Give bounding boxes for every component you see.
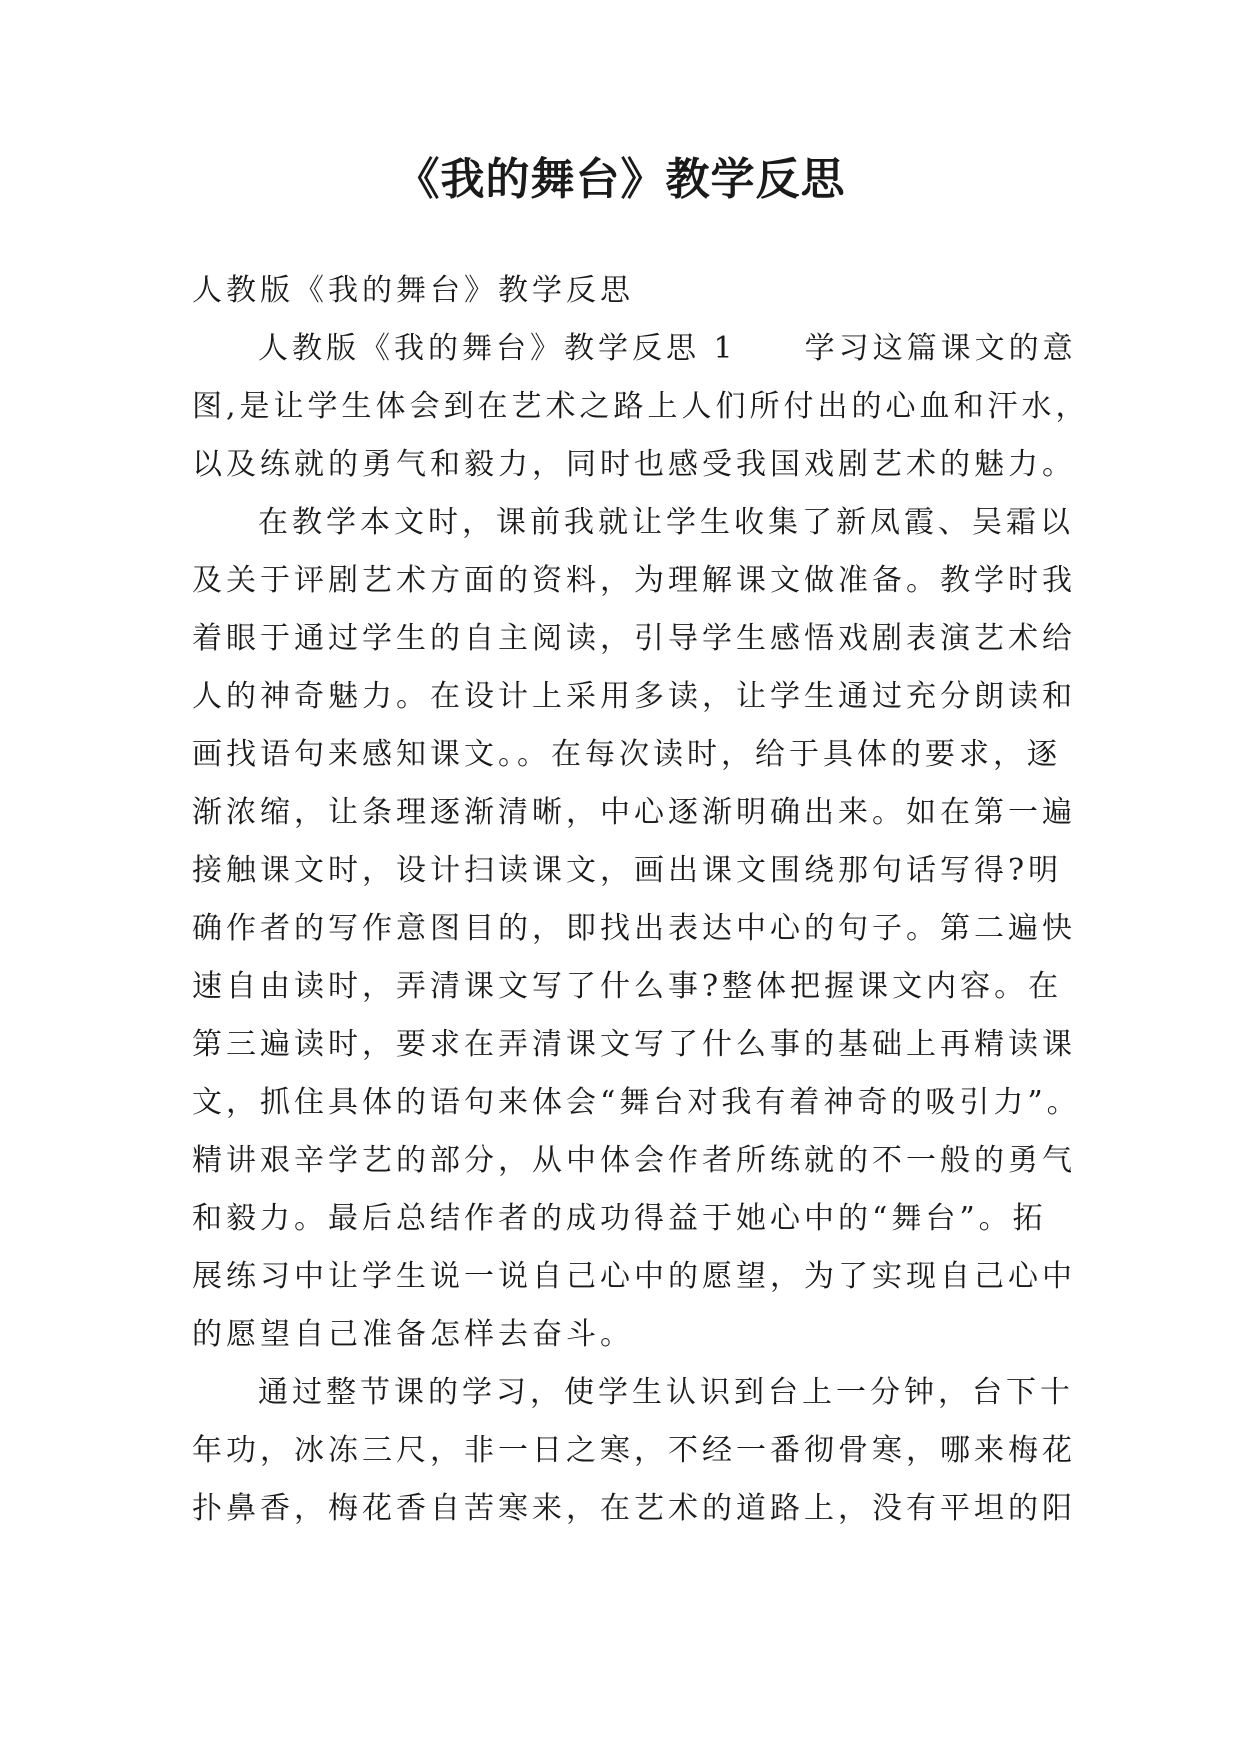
text-line: 展练习中让学生说一说自己心中的愿望，为了实现自己心中 <box>192 1259 1076 1294</box>
text-line: 扑鼻香，梅花香自苦寒来，在艺术的道路上，没有平坦的阳 <box>192 1491 1076 1526</box>
document-title: 《我的舞台》教学反思 <box>395 154 846 205</box>
text-line: 第三遍读时，要求在弄清课文写了什么事的基础上再精读课 <box>192 1027 1076 1062</box>
text-line: 人的神奇魅力。在设计上采用多读，让学生通过充分朗读和 <box>192 679 1076 714</box>
text-line: 年功，冰冻三尺，非一日之寒，不经一番彻骨寒，哪来梅花 <box>192 1433 1076 1468</box>
document-body <box>192 262 1090 1538</box>
text-line: 以及练就的勇气和毅力，同时也感受我国戏剧艺术的魅力。 <box>192 447 1076 482</box>
text-line: 人教版《我的舞台》教学反思 <box>192 273 634 308</box>
text-line: 图,是让学生体会到在艺术之路上人们所付出的心血和汗水， <box>192 389 1090 424</box>
text-line: 确作者的写作意图目的，即找出表达中心的句子。第二遍快 <box>192 911 1076 946</box>
text-line: 渐浓缩，让条理逐渐清晰，中心逐渐明确出来。如在第一遍 <box>192 795 1076 830</box>
text-line: 文，抓住具体的语句来体会“舞台对我有着神奇的吸引力”。 <box>192 1085 1081 1120</box>
text-line: 的愿望自己准备怎样去奋斗。 <box>192 1317 634 1352</box>
text-line: 着眼于通过学生的自主阅读，引导学生感悟戏剧表演艺术给 <box>192 621 1076 656</box>
text-line: 在教学本文时，课前我就让学生收集了新凤霞、吴霜以 <box>258 505 1074 540</box>
text-line: 接触课文时，设计扫读课文，画出课文围绕那句话写得?明 <box>192 853 1063 888</box>
text-line: 和毅力。最后总结作者的成功得益于她心中的“舞台”。拓 <box>192 1201 1047 1236</box>
text-line: 通过整节课的学习，使学生认识到台上一分钟，台下十 <box>258 1375 1074 1410</box>
text-line: 速自由读时，弄清课文写了什么事?整体把握课文内容。在 <box>192 969 1063 1004</box>
text-line: 及关于评剧艺术方面的资料，为理解课文做准备。教学时我 <box>192 563 1076 598</box>
text-line: 精讲艰辛学艺的部分，从中体会作者所练就的不一般的勇气 <box>192 1143 1076 1178</box>
text-line: 人教版《我的舞台》教学反思 1 学习这篇课文的意 <box>258 331 1077 366</box>
text-line: 画找语句来感知课文。。在每次读时，给于具体的要求，逐 <box>192 737 1061 772</box>
